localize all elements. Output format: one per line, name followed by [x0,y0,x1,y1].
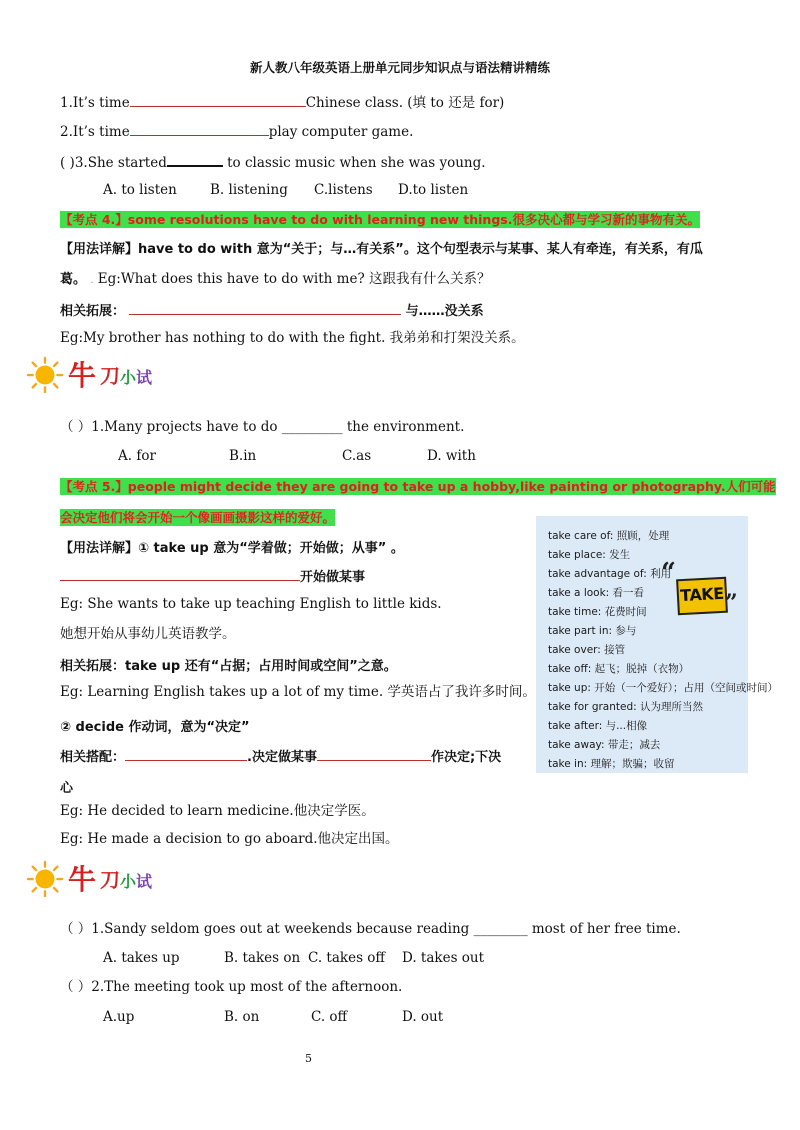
question-3-prefix: ( )3.She started [60,155,167,171]
phrase-item: take advantage of: 利用 [548,568,672,580]
decide-heading: ② decide 作动词，意为“决定” [60,720,250,735]
phrase-item: take in: 理解；欺骗；收留 [548,758,675,770]
phrase-item: take away: 带走；减去 [548,739,661,751]
practice-title-char-2: 刀 [100,868,120,892]
take-word: TAKE [679,583,725,606]
practice-title-char-4: 试 [136,872,153,891]
option-d[interactable]: D. with [427,448,476,464]
option-c[interactable]: C. off [311,1009,348,1025]
key-point-5-banner-cont [60,507,335,526]
practice-title-char-1: 牛 [68,863,97,896]
quiz-1-question: （ ）1.Many projects have to do _________ the environment. [60,419,465,435]
example-1: Eg: She wants to take up teaching English to little kids. [60,596,442,612]
question-2 [60,121,413,141]
extension-line [60,300,484,321]
key-point-5-text-cont: 会决定他们将会开始一个像画画摄影这样的爱好。 [60,510,336,525]
answer-blank[interactable] [125,746,247,761]
option-b[interactable]: B. on [224,1009,260,1025]
question-1 [60,92,504,112]
quote-close-mark: ” [725,590,738,616]
key-point-5-text: 【考点 5.】people might decide they are going to take up a hobby,like painting or photography.人们可能 [60,479,776,494]
take-up-blank-line [60,566,365,587]
usage-explanation-cont: 葛。 . Eg:What does this have to do with me? 这跟我有什么关系？ [60,271,491,287]
option-d[interactable]: D. takes out [402,950,485,966]
phrase-item: take care of: 照顾，处理 [548,530,670,542]
option-b[interactable]: B.in [229,448,257,464]
sun-icon [26,860,64,898]
practice-title-char-3: 小 [120,368,137,387]
option-d[interactable]: D. out [402,1009,444,1025]
collocation-line [60,746,501,767]
option-a[interactable]: A. for [118,448,156,464]
take-card-illustration [661,558,738,616]
phrase-item: take place: 发生 [548,549,631,561]
option-c[interactable]: C. takes off [308,950,386,966]
extension-example: Eg:My brother has nothing to do with the fight. 我弟弟和打架没关系。 [60,330,525,346]
example-3: Eg: He decided to learn medicine.他决定学医。 [60,803,375,819]
practice-title-char-4: 试 [136,368,153,387]
take-up-blank-suffix: 开始做某事 [300,570,366,585]
option-a[interactable]: A. takes up [103,950,180,966]
option-d[interactable]: D.to listen [398,182,469,198]
page-title: 新人教八年级英语上册单元同步知识点与语法精讲精练 [249,60,550,75]
option-a[interactable]: A.up [103,1009,135,1025]
usage-explanation-end: 葛。 [60,272,87,287]
answer-blank[interactable] [130,92,306,107]
extension-note: 相关拓展：take up 还有“占据；占用时间或空间”之意。 [60,659,397,674]
collocation-suffix: 作决定;下决 [430,750,502,765]
phrase-item: take after: 与...相像 [548,720,648,732]
question-3 [60,151,486,172]
answer-blank[interactable] [130,121,269,136]
extension-label: 相关拓展： [60,304,126,319]
phrase-item: take off: 起飞；脱掉（衣物） [548,663,690,675]
question-1-prefix: 1.It’s time [60,95,130,111]
answer-blank[interactable] [167,151,223,167]
sun-icon [26,356,64,394]
key-point-4-text: 【考点 4.】some resolutions have to do with learning new things.很多决心都与学习新的事物有关。 [60,212,700,227]
option-c[interactable]: C.listens [314,182,373,198]
collocation-suffix-cont: 心 [60,781,74,796]
practice-title-char-2: 刀 [100,364,120,388]
extension-suffix: 与……没关系 [405,304,484,319]
usage-explanation: 【用法详解】have to do with 意为“关于；与…有关系”。这个句型表示与某事、某人有牵连，有关系，有瓜 [60,242,703,257]
question-1-suffix: Chinese class. (填 to 还是 for) [305,95,505,111]
quote-open-mark: “ [661,558,676,588]
phrase-item: take a look: 看一看 [548,587,645,599]
usage-explanation: 【用法详解】① take up 意为“学着做；开始做；从事” 。 [60,541,404,556]
question-3-suffix: to classic music when she was young. [222,155,486,171]
practice-title-char-1: 牛 [68,359,97,392]
phrase-item: take for granted: 认为理所当然 [548,701,704,713]
practice-title-char-3: 小 [120,872,137,891]
phrase-item: take over: 接管 [548,644,626,656]
take-sticker [676,577,728,616]
answer-blank[interactable] [129,300,401,315]
quiz-2-question-1: （ ）1.Sandy seldom goes out at weekends because reading ________ most of her free time. [60,921,681,937]
example-2: Eg: Learning English takes up a lot of my time. 学英语占了我许多时间。 [60,684,536,700]
option-c[interactable]: C.as [342,448,372,464]
question-2-suffix: play computer game. [268,124,414,140]
answer-blank[interactable] [317,746,431,761]
phrase-item: take time: 花费时间 [548,606,647,618]
collocation-mid: .决定做某事 [247,750,317,765]
question-2-prefix: 2.It’s time [60,124,130,140]
answer-blank[interactable] [60,566,300,581]
key-point-5-banner [60,476,776,495]
option-b[interactable]: B. listening [210,182,288,198]
example-1-translation: 她想开始从事幼儿英语教学。 [60,626,236,642]
take-phrases-panel [536,516,778,773]
practice-title-2 [26,860,153,902]
usage-example: Eg:What does this have to do with me? 这跟我有什么关系？ [97,271,491,287]
phrase-item: take part in: 参与 [548,625,637,637]
option-a[interactable]: A. to listen [103,182,177,198]
page-number: 5 [305,1052,312,1065]
phrase-item: take up: 开始（一个爱好）；占用（空间或时间） [548,682,778,694]
option-b[interactable]: B. takes on [224,950,301,966]
key-point-4-banner [60,209,700,228]
quiz-2-question-2: （ ）2.The meeting took up most of the afternoon. [60,979,403,995]
example-4: Eg: He made a decision to go aboard.他决定出国。 [60,831,399,847]
collocation-label: 相关搭配： [60,750,126,765]
practice-title-1 [26,356,153,398]
